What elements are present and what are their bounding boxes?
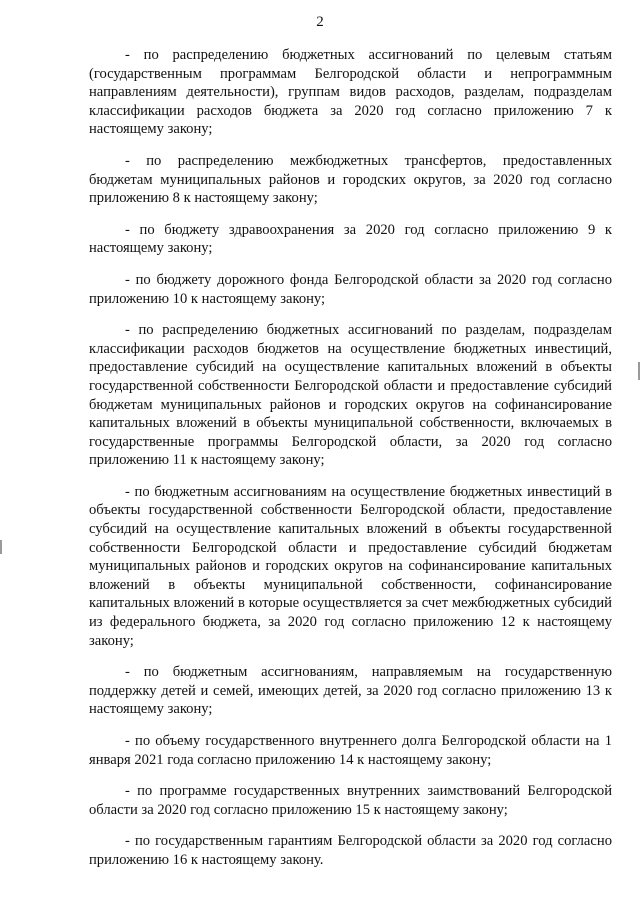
paragraph-appendix-15: - по программе государственных внутренних заимствований Белгородской области за 2020 год согласно приложению 15 к настоящему закону; (89, 783, 612, 818)
paragraph-appendix-14: - по объему государственного внутреннего долга Белгородской области на 1 января 2021 года согласно приложению 14 к настоящему закону; (89, 733, 612, 768)
document-body (89, 46, 612, 870)
paragraph-appendix-10: - по бюджету дорожного фонда Белгородской области за 2020 год согласно приложению 10 к настоящему закону; (89, 271, 612, 307)
paragraph-appendix-11: - по распределению бюджетных ассигнований по разделам, подразделам классификации расходов бюджетов на осуществление бюджетных инвестиций, предоставление субсидий на осуществление капитальных вложений в объекты государственной собственности Белгородской области и предоставление субсидий бюджетам муниципальных районов и городских округов на софинансирование капитальных вложений в объекты муниципальной собственности, включаемых в государственные программы Белгородской области, за 2020 год согласно приложению 11 к настоящему закону; (89, 322, 612, 469)
paragraph-appendix-8: - по распределению межбюджетных трансфертов, предоставленных бюджетам муниципальных районов и городских округов, за 2020 год согласно приложению 8 к настоящему закону; (89, 152, 612, 207)
scan-edge-mark-left (0, 540, 2, 554)
paragraph-appendix-7: - по распределению бюджетных ассигнований по целевым статьям (государственным программам Белгородской области и непрограммным направлениям деятельности), группам видов расходов, разделам, подразделам классификации расходов бюджета за 2020 год согласно приложению 7 к настоящему закону; (89, 47, 612, 138)
page-number: 2 (316, 14, 324, 30)
paragraph-appendix-9: - по бюджету здравоохранения за 2020 год согласно приложению 9 к настоящему закону; (89, 221, 612, 257)
paragraph-appendix-12: - по бюджетным ассигнованиям на осуществление бюджетных инвестиций в объекты государственной собственности Белгородской области, предоставление субсидий на осуществление капитальных вложений в объекты государственной собственности Белгородской области и предоставление субсидий бюджетам муниципальных районов и городских округов на софинансирование капитальных вложений в объекты муниципальной собственности, софинансирование капитальных вложений в которые осуществляется за счет межбюджетных субсидий из федерального бюджета, за 2020 год согласно приложению 12 к настоящему закону; (89, 483, 612, 649)
paragraph-appendix-16: - по государственным гарантиям Белгородской области за 2020 год согласно приложению 16 к настоящему закону. (89, 833, 612, 868)
paragraph-appendix-13: - по бюджетным ассигнованиям, направляемым на государственную поддержку детей и семей, имеющих детей, за 2020 год согласно приложению 13 к настоящему закону; (89, 664, 612, 718)
